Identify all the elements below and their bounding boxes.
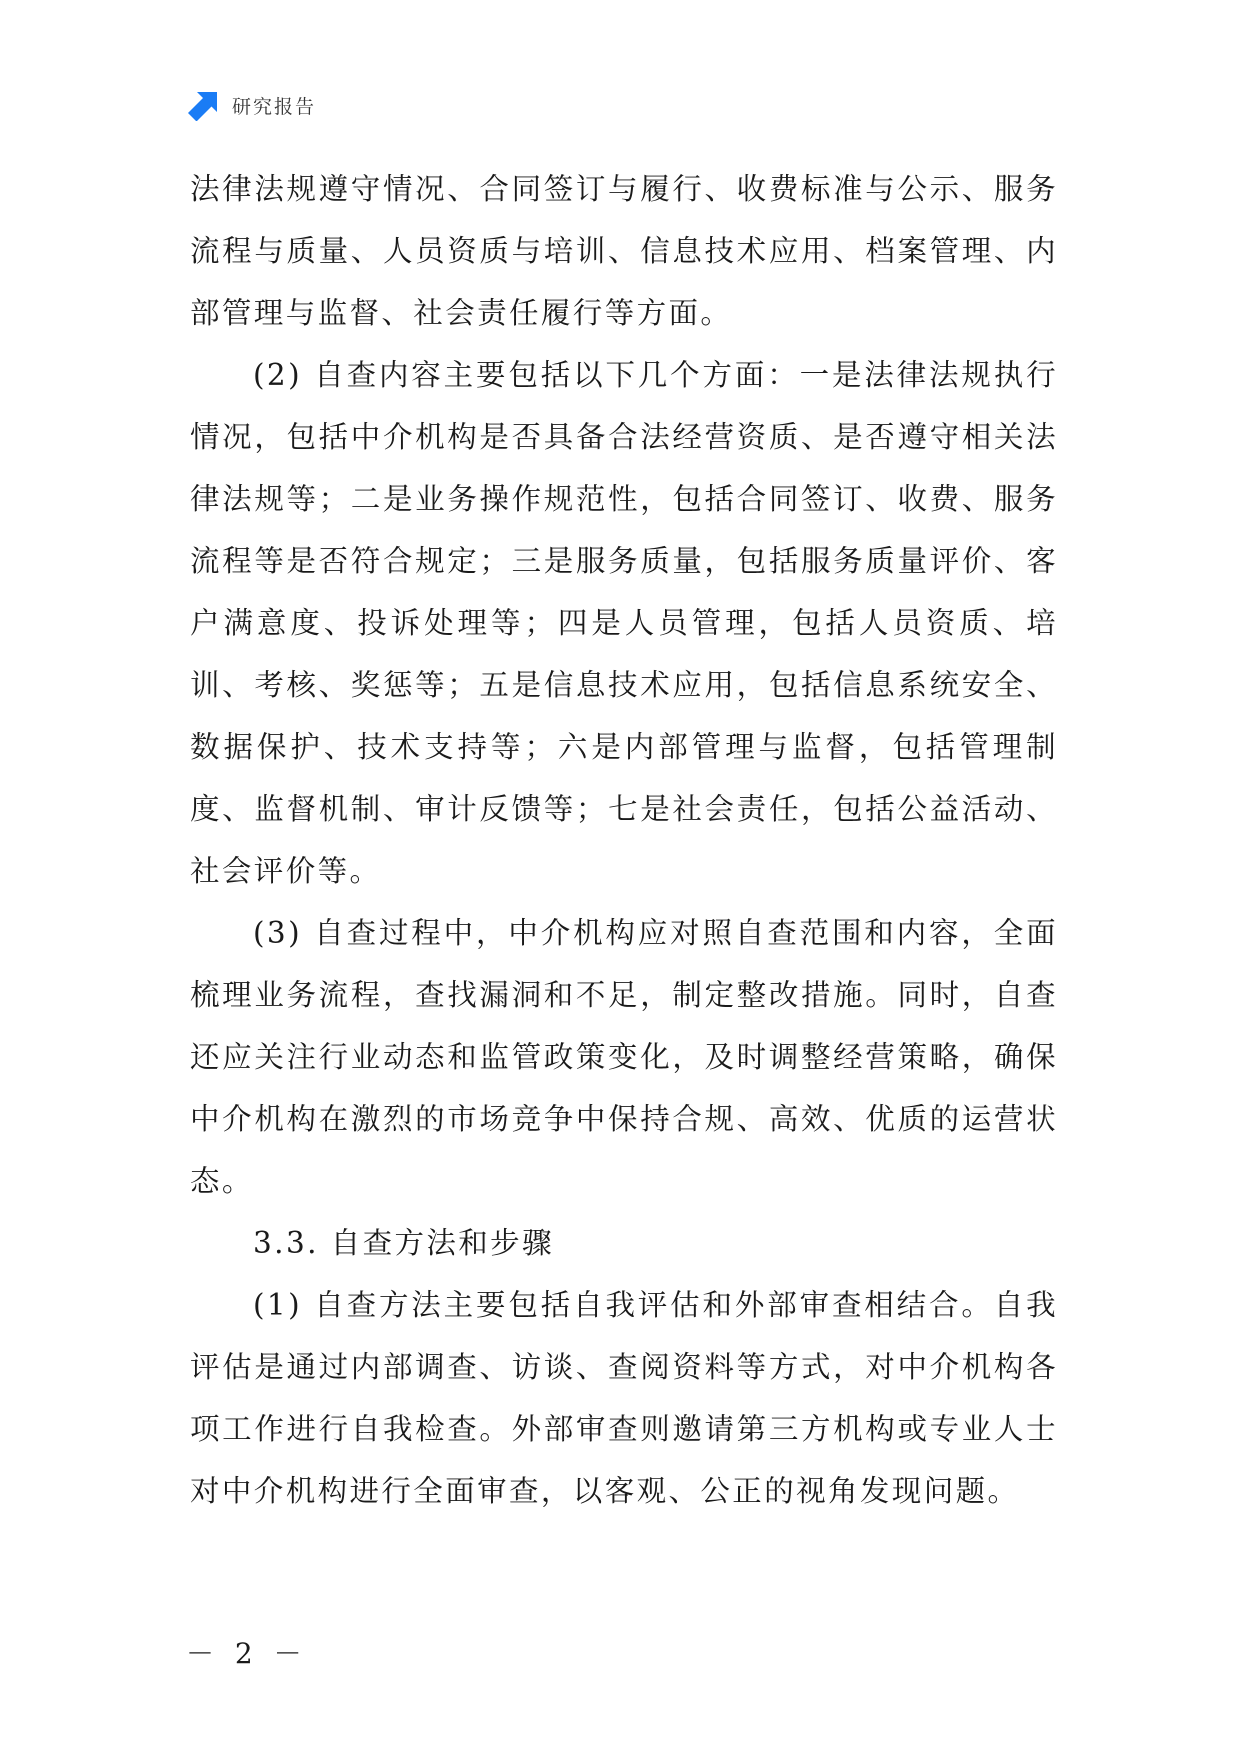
page-number: － 2 －	[186, 1637, 308, 1670]
page-header	[188, 88, 316, 122]
paragraph-scope-continued: 法律法规遵守情况、合同签订与履行、收费标准与公示、服务流程与质量、人员资质与培训、信息技术应用、档案管理、内部管理与监督、社会责任履行等方面。	[190, 172, 1058, 330]
paragraph-process: (3) 自查过程中，中介机构应对照自查范围和内容，全面梳理业务流程，查找漏洞和不足，制定整改措施。同时，自查还应关注行业动态和监管政策变化，及时调整经营策略，确保中介机构在激烈的市场竞争中保持合规、高效、优质的运营状态。	[190, 916, 1058, 1198]
paragraph-content-items: (2) 自查内容主要包括以下几个方面：一是法律法规执行情况，包括中介机构是否具备合法经营资质、是否遵守相关法律法规等；二是业务操作规范性，包括合同签订、收费、服务流程等是否符合规定；三是服务质量，包括服务质量评价、客户满意度、投诉处理等；四是人员管理，包括人员资质、培训、考核、奖惩等；五是信息技术应用，包括信息系统安全、数据保护、技术支持等；六是内部管理与监督，包括管理制度、监督机制、审计反馈等；七是社会责任，包括公益活动、社会评价等。	[190, 358, 1058, 888]
header-title: 研究报告	[232, 95, 317, 118]
arrow-up-right-icon	[188, 89, 220, 121]
document-body	[190, 158, 1058, 1522]
paragraph-methods: (1) 自查方法主要包括自我评估和外部审查相结合。自我评估是通过内部调查、访谈、查阅资料等方式，对中介机构各项工作进行自我检查。外部审查则邀请第三方机构或专业人士对中介机构进行全面审查，以客观、公正的视角发现问题。	[190, 1288, 1058, 1508]
section-heading: 3.3. 自查方法和步骤	[253, 1226, 554, 1260]
